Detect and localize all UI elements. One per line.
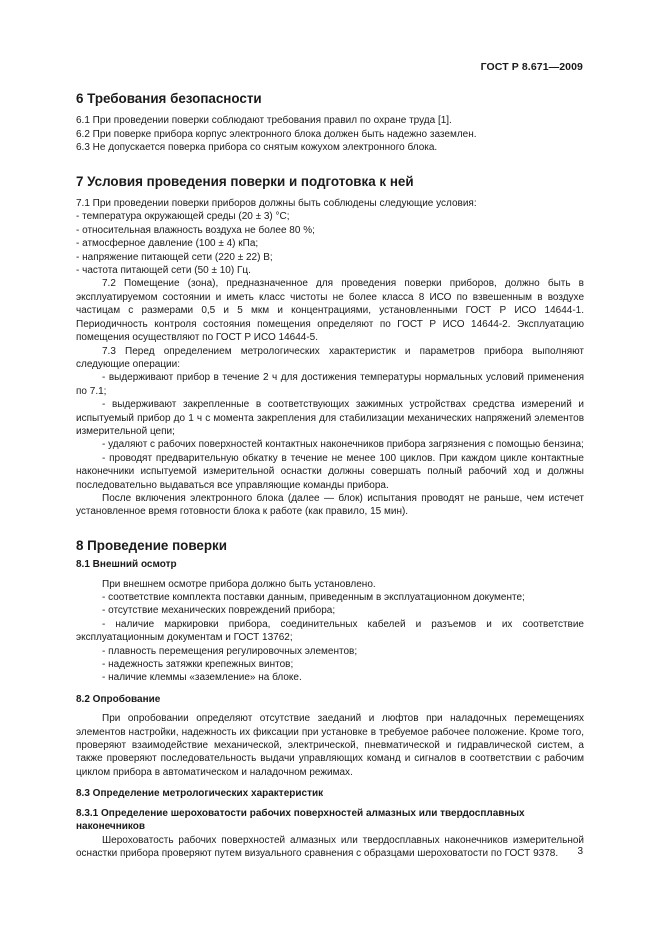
operation-1: - выдерживают прибор в течение 2 ч для достижения температуры нормальных условий применения по 7.1; [76,372,584,397]
inspection-item-2: - отсутствие механических повреждений прибора; [102,605,336,617]
condition-voltage: - напряжение питающей сети (220 ± 22) В; [76,251,273,263]
page-number: 3 [577,846,583,857]
operation-2: - выдерживают закрепленные в соответствующих зажимных устройствах средства измерений и испытуемый прибор до 1 ч с момента закрепления для стабилизации механических напряжений элементов измерительной цепи; [76,399,584,437]
roughness-paragraph: Шероховатость рабочих поверхностей алмазных или твердосплавных наконечников измерительной оснастки прибора проверяют путем визуального сравнения с образцами шероховатости по ГОСТ 9378. [76,834,584,859]
operation-3: - удаляют с рабочих поверхностей контактных наконечников прибора загрязнения с помощью бензина; [102,439,584,451]
section-8-3-title: 8.3 Определение метрологических характеристик [76,788,324,800]
operation-4: - проводят предварительную обкатку в течение не менее 100 циклов. При каждом цикле контактные наконечники испытуемой измерительной оснастки должны совершать полный рабочий ход и должны последовательно выдаваться все управляющие команды прибора. [76,452,584,491]
condition-frequency: - частота питающей сети (50 ± 10) Гц. [76,265,251,277]
testing-paragraph: При опробовании определяют отсутствие заеданий и люфтов при наладочных перемещениях элементов настройки, надежность их фиксации при установке в требуемое рабочее положение. Кроме того, проверяют взаимодействие механической, электрической, пневматической и гидравлической систем, а также проверяют последовательность выдачи управляющих команд и сигналов в соответствии с рабочим циклом прибора в автоматическом и наладочном режимах. [76,713,584,778]
inspection-item-5: - надежность затяжки крепежных винтов; [102,659,294,671]
section-8-3-1-title: 8.3.1 Определение шероховатости рабочих поверхностей алмазных или твердосплавных наконечников [76,807,525,833]
item-7-3: 7.3 Перед определением метрологических характеристик и параметров прибора выполняют следующие операции: [76,345,584,370]
section-8-2-title: 8.2 Опробование [76,693,161,705]
document-body [76,90,584,860]
inspection-intro: При внешнем осмотре прибора должно быть установлено. [102,578,376,590]
after-power-on-paragraph: После включения электронного блока (далее — блок) испытания проводят не раньше, чем истечет установленное время готовности блока к работе (как правило, 15 мин). [76,492,584,518]
standard-header: ГОСТ Р 8.671—2009 [480,61,583,73]
condition-temperature: - температура окружающей среды (20 ± 3) °C; [76,211,290,223]
item-7-2: 7.2 Помещение (зона), предназначенное для проведения поверки приборов, должно быть в эксплуатируемом состоянии и иметь класс чистоты не более класса 8 ИСО по взвешенным в воздухе частицам с размерами 0,5 и 5 мкм и концентрациями, установленными ГОСТ Р ИСО 14644-1. Периодичность контроля состояния помещения определяют по ГОСТ Р ИСО 14644-2. Эксплуатацию помещения осуществляют по ГОСТ Р ИСО 14644-5. [76,278,584,344]
inspection-item-4: - плавность перемещения регулировочных элементов; [102,645,358,657]
item-6-2: 6.2 При поверке прибора корпус электронного блока должен быть надежно заземлен. [76,128,477,140]
section-8-title: 8 Проведение поверки [76,537,227,553]
section-8-1-title: 8.1 Внешний осмотр [76,559,177,571]
section-6-title: 6 Требования безопасности [76,91,262,106]
item-6-3: 6.3 Не допускается поверка прибора со снятым кожухом электронного блока. [76,142,438,154]
inspection-item-6: - наличие клеммы «заземление» на блоке. [102,672,302,684]
inspection-item-3: - наличие маркировки прибора, соединительных кабелей и разъемов и их соответствие эксплуатационным документам и ГОСТ 13762; [76,618,584,644]
item-6-1: 6.1 При проведении поверки соблюдают требования правил по охране труда [1]. [76,115,452,127]
item-7-1: 7.1 При проведении поверки приборов должны быть соблюдены следующие условия: [76,198,477,210]
condition-pressure: - атмосферное давление (100 ± 4) кПа; [76,238,259,250]
condition-humidity: - относительная влажность воздуха не более 80 %; [76,224,315,236]
inspection-item-1: - соответствие комплекта поставки данным, приведенным в эксплуатационном документе; [102,592,525,603]
section-7-title: 7 Условия проведения поверки и подготовка к ней [76,173,414,189]
